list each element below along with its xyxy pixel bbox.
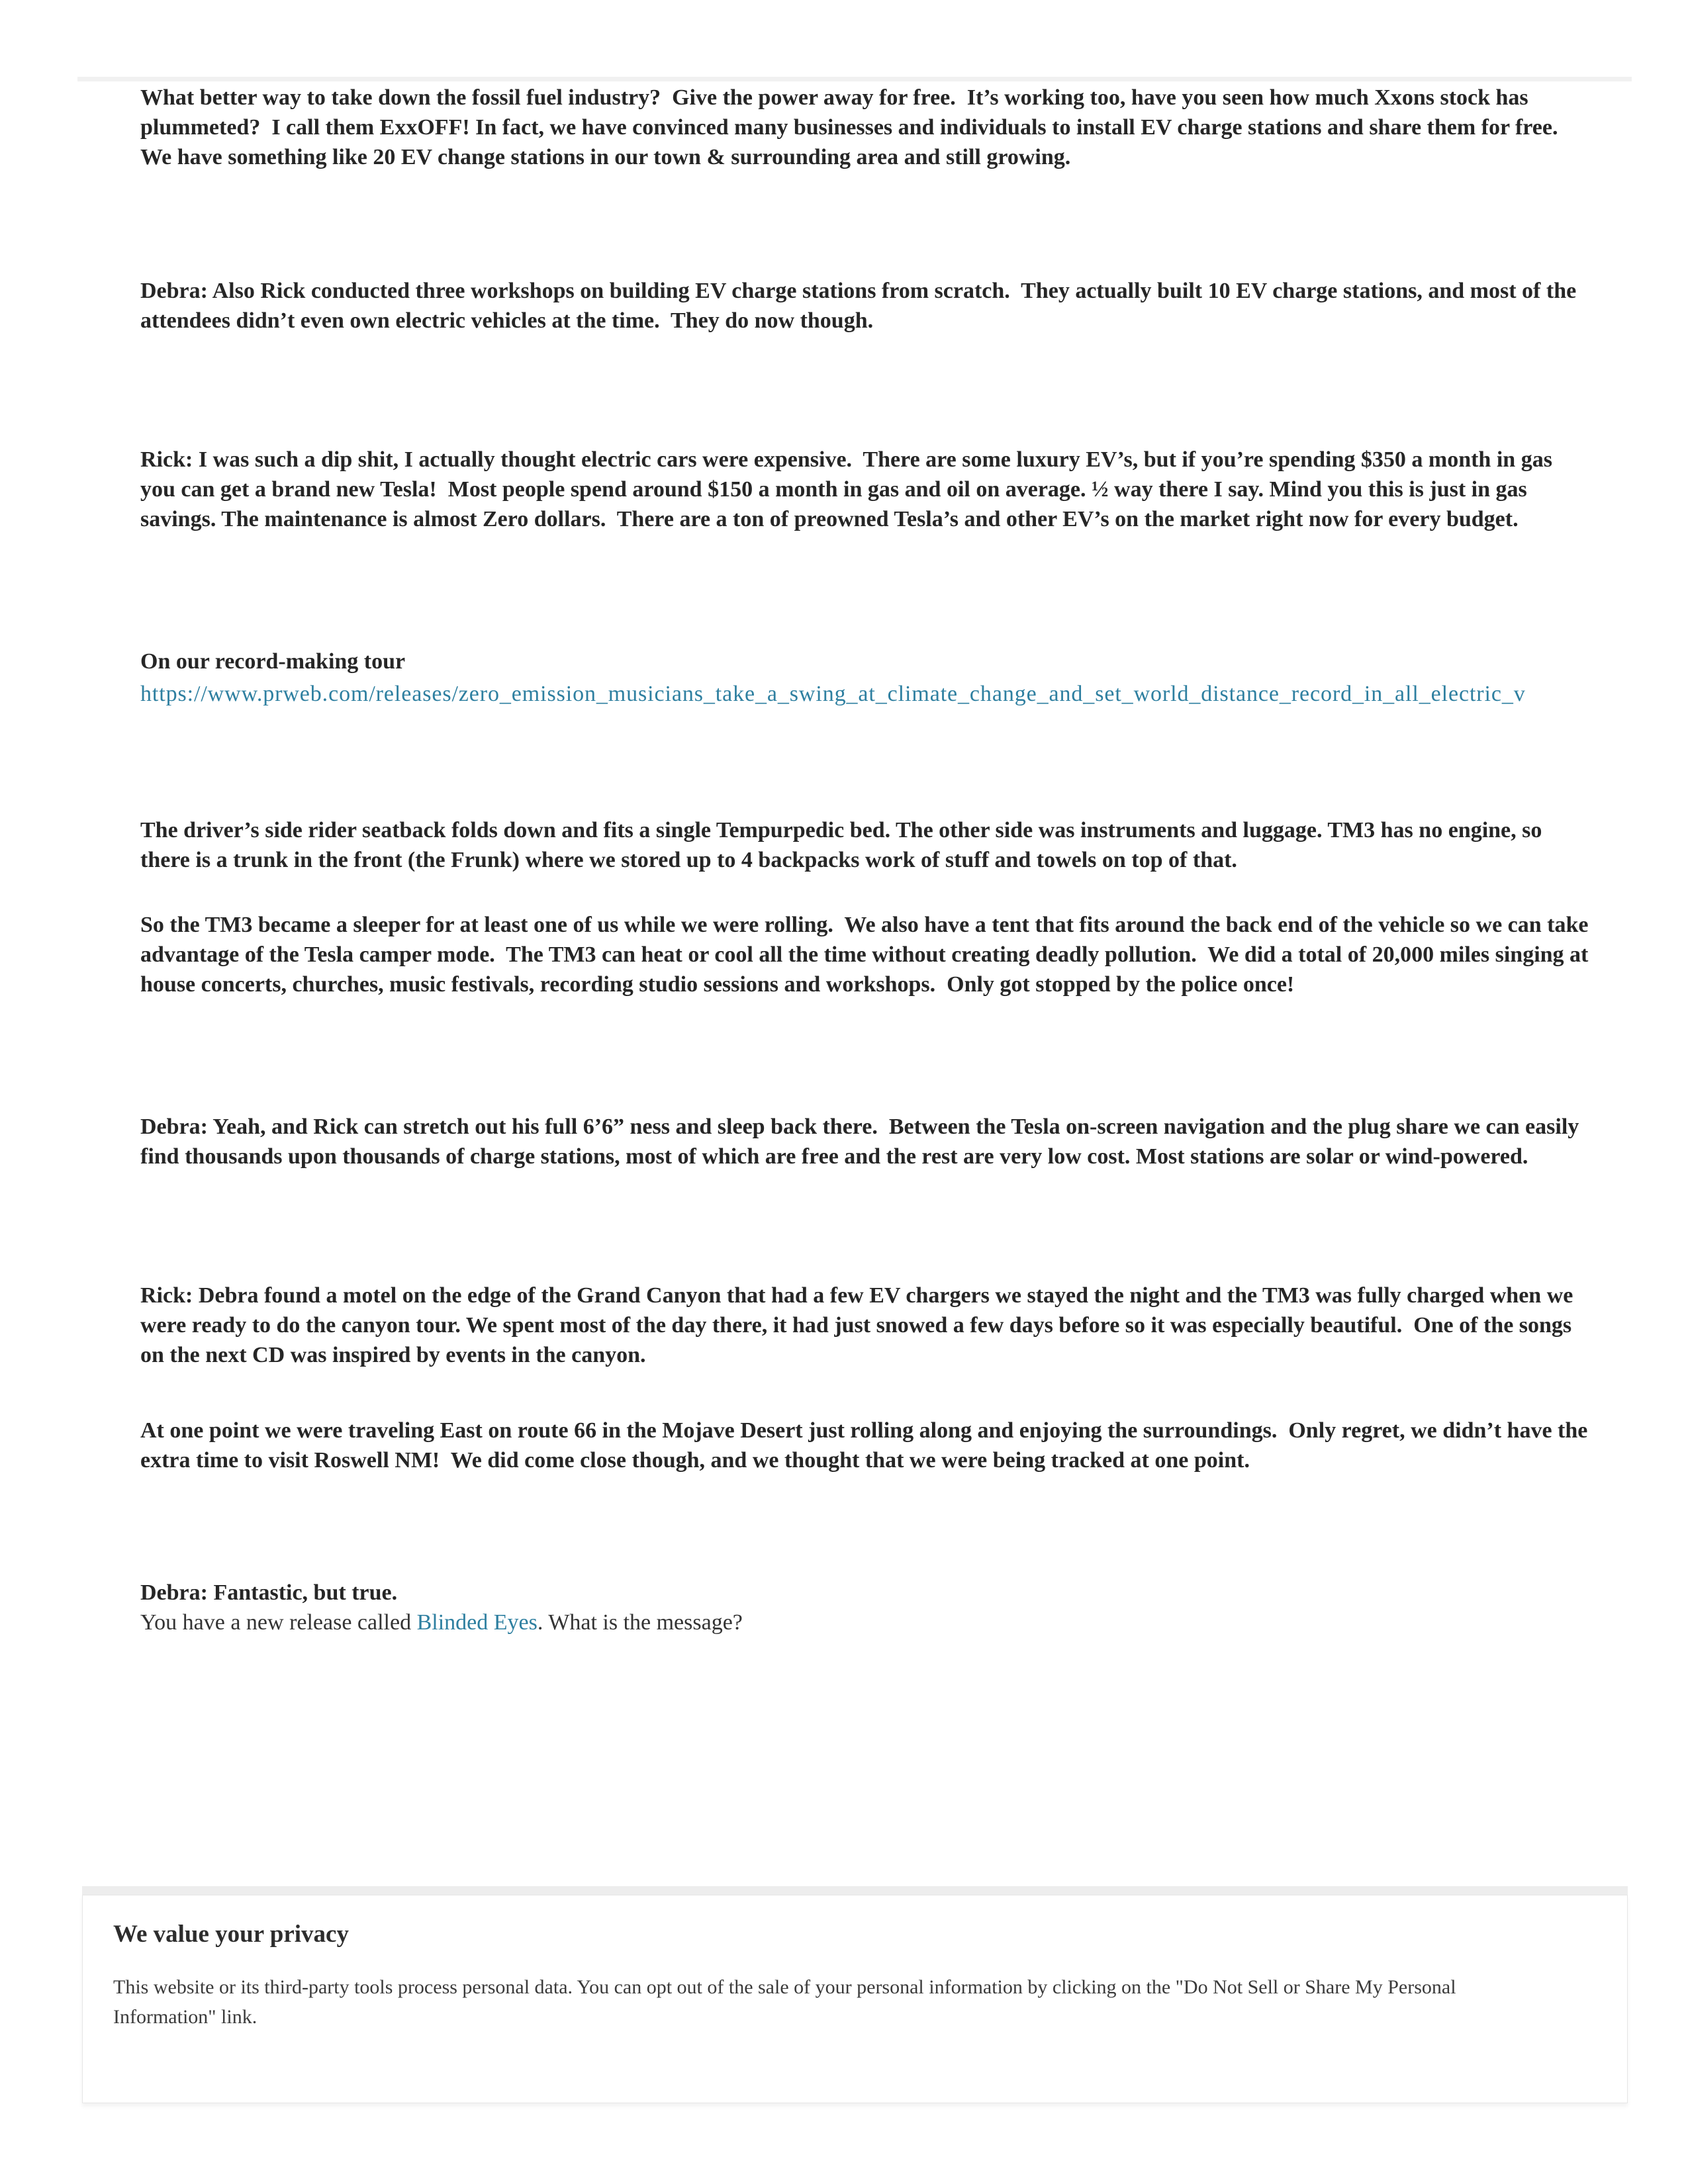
tour-intro-text: On our record-making tour <box>140 649 406 674</box>
question-prefix: You have a new release called <box>140 1610 417 1635</box>
prweb-article-link[interactable]: https://www.prweb.com/releases/zero_emission_musicians_take_a_swing_at_climate_change_and_set_world_distance_record_in_all_electric_v <box>140 682 1526 706</box>
tour-link-line <box>140 678 1590 710</box>
answer-paragraph: At one point we were traveling East on route 66 in the Mojave Desert just rolling along and enjoying the surroundings. Only regret, we didn’t have the extra time to visit Roswell NM! We did come close though, and we thought that we were being tracked at one point. <box>140 1418 1593 1473</box>
privacy-banner-body: This website or its third-party tools process personal data. You can opt out of the sale of your personal information by clicking on the "Do Not Sell or Share My Personal Information" link. <box>113 1976 1456 2028</box>
answer-paragraph: The driver’s side rider seatback folds down and fits a single Tempurpedic bed. The other side was instruments and luggage. TM3 has no engine, so there is a trunk in the front (the Frunk) where we stored up to 4 backpacks work of stuff and towels on top of that. <box>140 818 1548 872</box>
question-suffix: . What is the message? <box>537 1610 743 1635</box>
answer-paragraph: So the TM3 became a sleeper for at least one of us while we were rolling. We also have a tent that fits around the back end of the vehicle so we can take advantage of the Tesla camper mode. The TM3 can heat or cool all the time without creating deadly pollution. We did a total of 20,000 miles singing at house concerts, churches, music festivals, recording studio sessions and workshops. Only got stopped by the police once! <box>140 913 1594 997</box>
debra-paragraph: Debra: Fantastic, but true. <box>140 1580 398 1605</box>
privacy-consent-banner <box>82 1895 1628 2103</box>
article-content <box>140 83 1594 1637</box>
rick-paragraph: Rick: Debra found a motel on the edge of the Grand Canyon that had a few EV chargers we stayed the night and the TM3 was fully charged when we were ready to do the canyon tour. We spent most of the day there, it had just snowed a few days before so it was especially beautiful. One of the songs on the next CD was inspired by events in the canyon. <box>140 1283 1579 1367</box>
debra-paragraph: Debra: Yeah, and Rick can stretch out his full 6’6” ness and sleep back there. Between the Tesla on-screen navigation and the plug share we can easily find thousands upon thousands of charge stations, most of which are free and the rest are very low cost. Most stations are solar or wind-powered. <box>140 1115 1585 1169</box>
privacy-banner-title: We value your privacy <box>113 1921 349 1948</box>
debra-paragraph: Debra: Also Rick conducted three workshops on building EV charge stations from scratch. They actually built 10 EV charge stations, and most of the attendees didn’t even own electric vehicles at the time. They do now though. <box>140 279 1582 333</box>
answer-paragraph: What better way to take down the fossil fuel industry? Give the power away for free. It’s working too, have you seen how much Xxons stock has plummeted? I call them ExxOFF! In fact, we have convinced many businesses and individuals to install EV charge stations and share them for free. We have something like 20 EV change stations in our town & surrounding area and still growing. <box>140 85 1569 169</box>
banner-backdrop <box>82 1886 1628 1895</box>
tour-block <box>140 647 1590 710</box>
blinded-eyes-link[interactable]: Blinded Eyes <box>416 1610 538 1635</box>
interview-question <box>140 1608 1590 1637</box>
top-divider <box>77 77 1632 81</box>
rick-paragraph: Rick: I was such a dip shit, I actually thought electric cars were expensive. There are some luxury EV’s, but if you’re spending $350 a month in gas you can get a brand new Tesla! Most people spend around $150 a month in gas and oil on average. ½ way there I say. Mind you this is just in gas savings. The maintenance is almost Zero dollars. There are a ton of preowned Tesla’s and other EV’s on the market right now for every budget. <box>140 447 1558 531</box>
